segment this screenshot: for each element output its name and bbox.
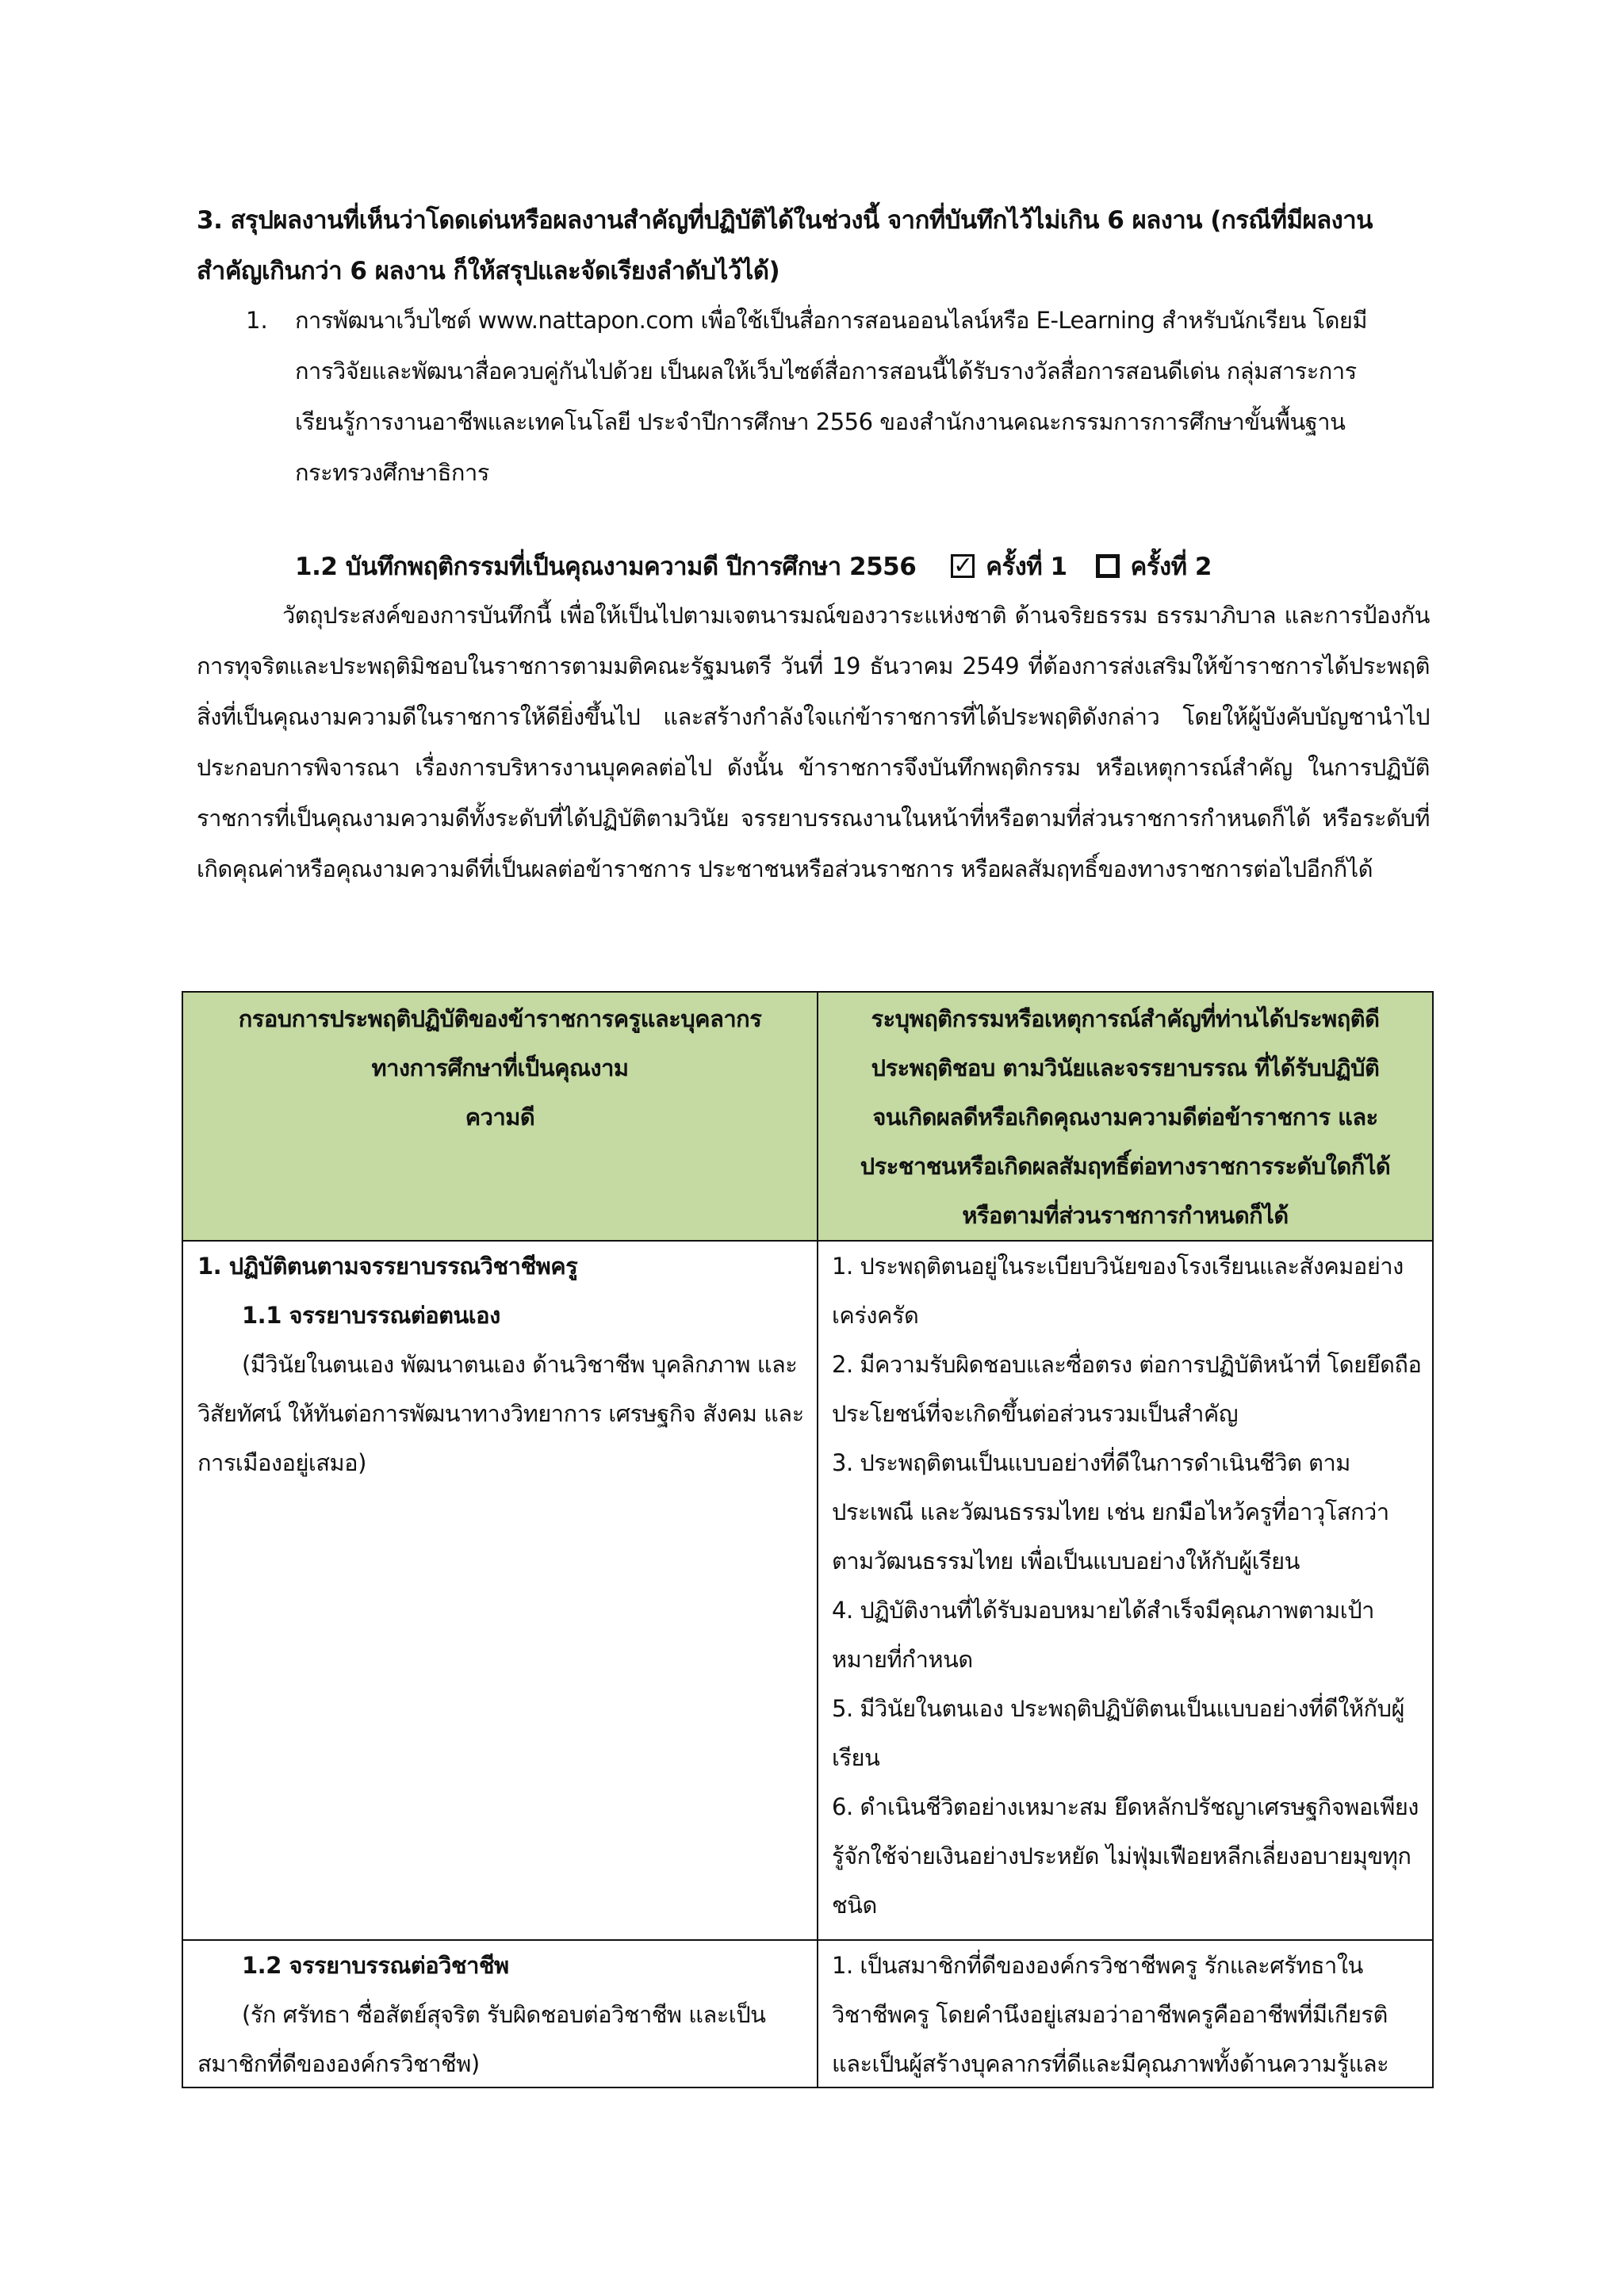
header-left-cell: [183, 993, 817, 1142]
header-right-cell: [818, 993, 1432, 1240]
row2-left-cell: [197, 1941, 812, 2088]
record-title: 1.2 บันทึกพฤติกรรมที่เป็นคุณงามความดี ปีการศึกษา 2556: [295, 553, 917, 581]
behavior-item: 6. ดำเนินชีวิตอย่างเหมาะสม ยึดหลักปรัชญาเศรษฐกิจพอเพียง รู้จักใช้จ่ายเงินอย่างประหยัด ไม่ฟุ่มเฟือยหลีกเลี่ยงอบายมุขทุกชนิด: [832, 1793, 1419, 1919]
item-number: 1.: [246, 307, 268, 334]
header-right-line: ระบุพฤติกรรมหรือเหตุการณ์สำคัญที่ท่านได้ประพฤติดี: [871, 1005, 1380, 1032]
checkbox-unchecked-icon[interactable]: [1096, 554, 1120, 578]
row2-right-cell: [832, 1941, 1423, 2088]
header-left-line: กรอบการประพฤติปฏิบัติของข้าราชการครูและบุคลากร: [238, 1005, 762, 1032]
header-left-line: ความดี: [465, 1104, 535, 1131]
behavior-item: 4. ปฏิบัติงานที่ได้รับมอบหมายได้สำเร็จมีคุณภาพตามเป้าหมายที่กำหนด: [832, 1597, 1374, 1673]
objective-text: วัตถุประสงค์ของการบันทึกนี้ เพื่อให้เป็นไปตามเจตนารมณ์ของวาระแห่งชาติ ด้านจริยธรรม ธรรมาภิบาล และการป้องกันการทุจริตและประพฤติมิชอบในราชการตามมติคณะรัฐมนตรี วันที่ 19 ธันวาคม 2549 ที่ต้องการส่งเสริมให้ข้าราชการได้ประพฤติสิ่งที่เป็นคุณงามความดีในราชการให้ดียิ่งขึ้นไป และสร้างกำลังใจแก่ข้าราชการที่ได้ประพฤติดังกล่าว โดยให้ผู้บังคับบัญชานำไปประกอบการพิจารณา เรื่องการบริหารงานบุคคลต่อไป ดังนั้น ข้าราชการจึงบันทึกพฤติกรรม หรือเหตุการณ์สำคัญ ในการปฏิบัติราชการที่เป็นคุณงามความดีทั้งระดับที่ได้ปฏิบัติตามวินัย จรรยาบรรณงานในหน้าที่หรือตามที่ส่วนราชการกำหนดก็ได้ หรือระดับที่เกิดคุณค่าหรือคุณงามความดีที่เป็นผลต่อข้าราชการ ประชาชนหรือส่วนราชการ หรือผลสัมฤทธิ์ของทางราชการต่อไปอีกก็ได้: [197, 602, 1430, 882]
objective-paragraph: [197, 590, 1430, 894]
row2-sub-title: 1.2 จรรยาบรรณต่อวิชาชีพ: [242, 1952, 509, 1979]
behavior-item: 3. ประพฤติตนเป็นแบบอย่างที่ดีในการดำเนินชีวิต ตามประเพณี และวัฒนธรรมไทย เช่น ยกมือไหว้ครูที่อาวุโสกว่าตามวัฒนธรรมไทย เพื่อเป็นแบบอย่างให้กับผู้เรียน: [832, 1449, 1389, 1575]
checkbox-checked-icon[interactable]: ✓: [951, 554, 975, 578]
row1-sub-title: 1.1 จรรยาบรรณต่อตนเอง: [242, 1302, 500, 1329]
header-right-line: หรือตามที่ส่วนราชการกำหนดก็ได้: [962, 1202, 1289, 1229]
row1-description: (มีวินัยในตนเอง พัฒนาตนเอง ด้านวิชาชีพ บุคลิกภาพ และวิสัยทัศน์ ให้ทันต่อการพัฒนาทางวิทยาการ เศรษฐกิจ สังคม และการเมืองอยู่เสมอ): [197, 1351, 804, 1476]
record-title-line: [295, 541, 1212, 591]
row1-left-cell: [197, 1242, 812, 1487]
behavior-item: 1. เป็นสมาชิกที่ดีขององค์กรวิชาชีพครู รักและศรัทธาในวิชาชีพครู โดยคำนึงอยู่เสมอว่าอาชีพครูคืออาชีพที่มีเกียรติและเป็นผู้สร้างบุคลากรที่ดีและมีคุณภาพทั้งด้านความรู้และ: [832, 1952, 1389, 2077]
conduct-table: [182, 991, 1434, 2088]
header-right-line: ประชาชนหรือเกิดผลสัมฤทธิ์ต่อทางราชการระดับใดก็ได้: [860, 1153, 1391, 1180]
behavior-item: 2. มีความรับผิดชอบและซื่อตรง ต่อการปฏิบัติหน้าที่ โดยยึดถือประโยชน์ที่จะเกิดขึ้นต่อส่วนรวมเป็นสำคัญ: [832, 1351, 1422, 1427]
option-2-label: ครั้งที่ 2: [1130, 553, 1212, 581]
header-right-line: ประพฤติชอบ ตามวินัยและจรรยาบรรณ ที่ได้รับปฏิบัติ: [871, 1054, 1380, 1081]
header-left-line: ทางการศึกษาที่เป็นคุณงาม: [371, 1054, 629, 1081]
row1-right-cell: [832, 1242, 1423, 1930]
row2-description: (รัก ศรัทธา ซื่อสัตย์สุจริต รับผิดชอบต่อวิชาชีพ และเป็นสมาชิกที่ดีขององค์กรวิชาชีพ): [197, 2001, 766, 2077]
option-1-label: ครั้งที่ 1: [986, 553, 1067, 581]
item-text: การพัฒนาเว็บไซต์ www.nattapon.com เพื่อใช้เป็นสื่อการสอนออนไลน์หรือ E-Learning สำหรับนักเรียน โดยมีการวิจัยและพัฒนาสื่อควบคู่กันไปด้วย เป็นผลให้เว็บไซต์สื่อการสอนนี้ได้รับรางวัลสื่อการสอนดีเด่น กลุ่มสาระการเรียนรู้การงานอาชีพและเทคโนโลยี ประจำปีการศึกษา 2556 ของสำนักงานคณะกรรมการการศึกษาขั้นพื้นฐาน กระทรวงศึกษาธิการ: [295, 307, 1368, 486]
row1-section-title: 1. ปฏิบัติตนตามจรรยาบรรณวิชาชีพครู: [197, 1253, 578, 1280]
behavior-item: 1. ประพฤติตนอยู่ในระเบียบวินัยของโรงเรียนและสังคมอย่างเคร่งครัด: [832, 1253, 1404, 1329]
section-3-heading: 3. สรุปผลงานที่เห็นว่าโดดเด่นหรือผลงานสำคัญที่ปฏิบัติได้ในช่วงนี้ จากที่บันทึกไว้ไม่เกิน 6 ผลงาน (กรณีที่มีผลงานสำคัญเกินกว่า 6 ผลงาน ก็ให้สรุปและจัดเรียงลำดับไว้ได้): [197, 206, 1373, 285]
header-right-line: จนเกิดผลดีหรือเกิดคุณงามความดีต่อข้าราชการ และ: [872, 1104, 1378, 1131]
behavior-item: 5. มีวินัยในตนเอง ประพฤติปฏิบัติตนเป็นแบบอย่างที่ดีให้กับผู้เรียน: [832, 1695, 1404, 1771]
